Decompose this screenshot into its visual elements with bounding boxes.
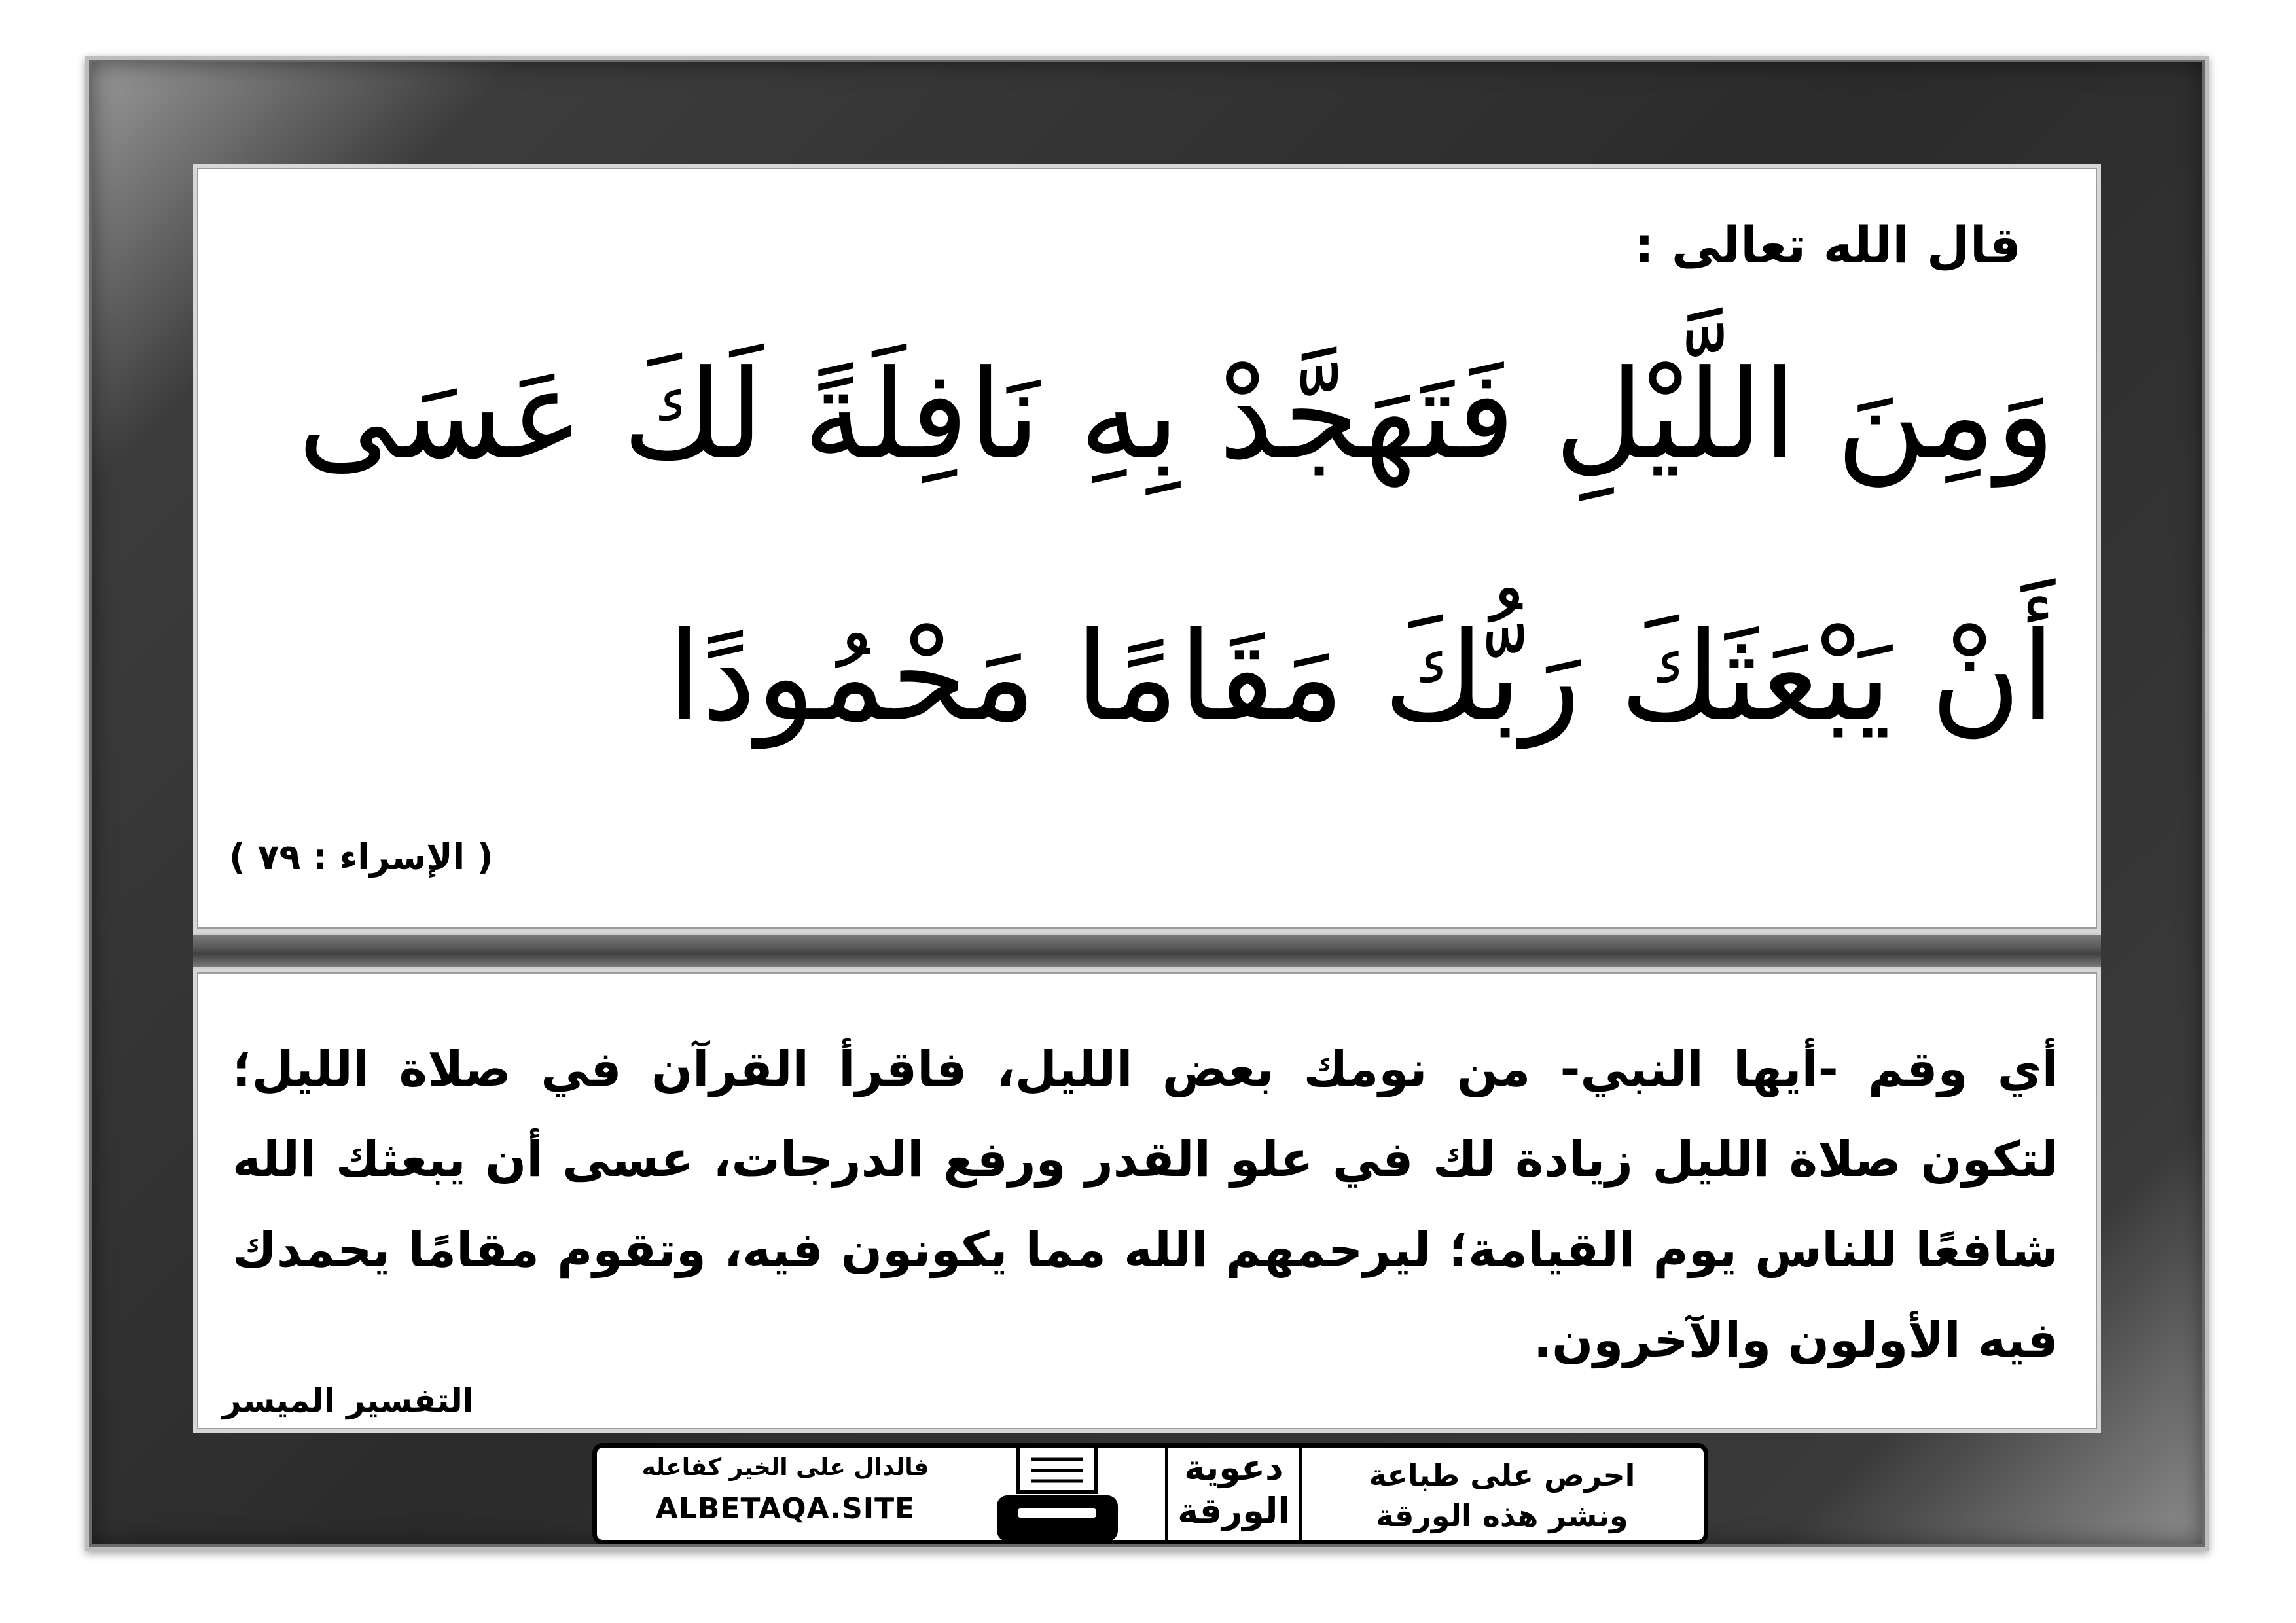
footer-slogan-block (602, 1450, 969, 1538)
footer-print-note-line-2: ونشر هذه الورقة (1376, 1498, 1628, 1533)
verse-line-2: أَنْ يَبْعَثَكَ رَبُّكَ مَقَامًا مَحْمُودًا (667, 605, 2055, 749)
verse-reference: ( الإسراء : ٧٩ ) (229, 836, 493, 878)
logo-line-1: دعوية (1184, 1447, 1283, 1488)
dawia-logo (1165, 1446, 1302, 1541)
verse-line-1: وَمِنَ اللَّيْلِ فَتَهَجَّدْ بِهِ نَافِلَةً لَكَ عَسَى (297, 344, 2055, 487)
panel-divider (193, 933, 2101, 969)
footer-print-note-line-1: احرص على طباعة (1369, 1457, 1636, 1493)
footer-site-link[interactable]: ALBETAQA.SITE (655, 1492, 916, 1525)
verse-intro: قال الله تعالى : (1634, 216, 2021, 274)
tafsir-source: التفسير الميسر (223, 1382, 474, 1419)
logo-line-2: الورقة (1177, 1490, 1290, 1531)
footer-print-note (1306, 1450, 1698, 1538)
footer-slogan: فالدال على الخير كفاعله (641, 1454, 929, 1481)
tafsir-text: أي وقم -أيها النبي- من نومك بعض الليل، فاقرأ القرآن في صلاة الليل؛ لتكون صلاة الليل زيادة لك في علو القدر ورفع الدرجات، عسى أن يبعثك الله شافعًا للناس يوم القيامة؛ ليرحمهم الله مما يكونون فيه، وتقوم مقامًا يحمدك فيه الأولون والآخرون. (232, 1041, 2058, 1368)
printer-icon (992, 1443, 1126, 1548)
